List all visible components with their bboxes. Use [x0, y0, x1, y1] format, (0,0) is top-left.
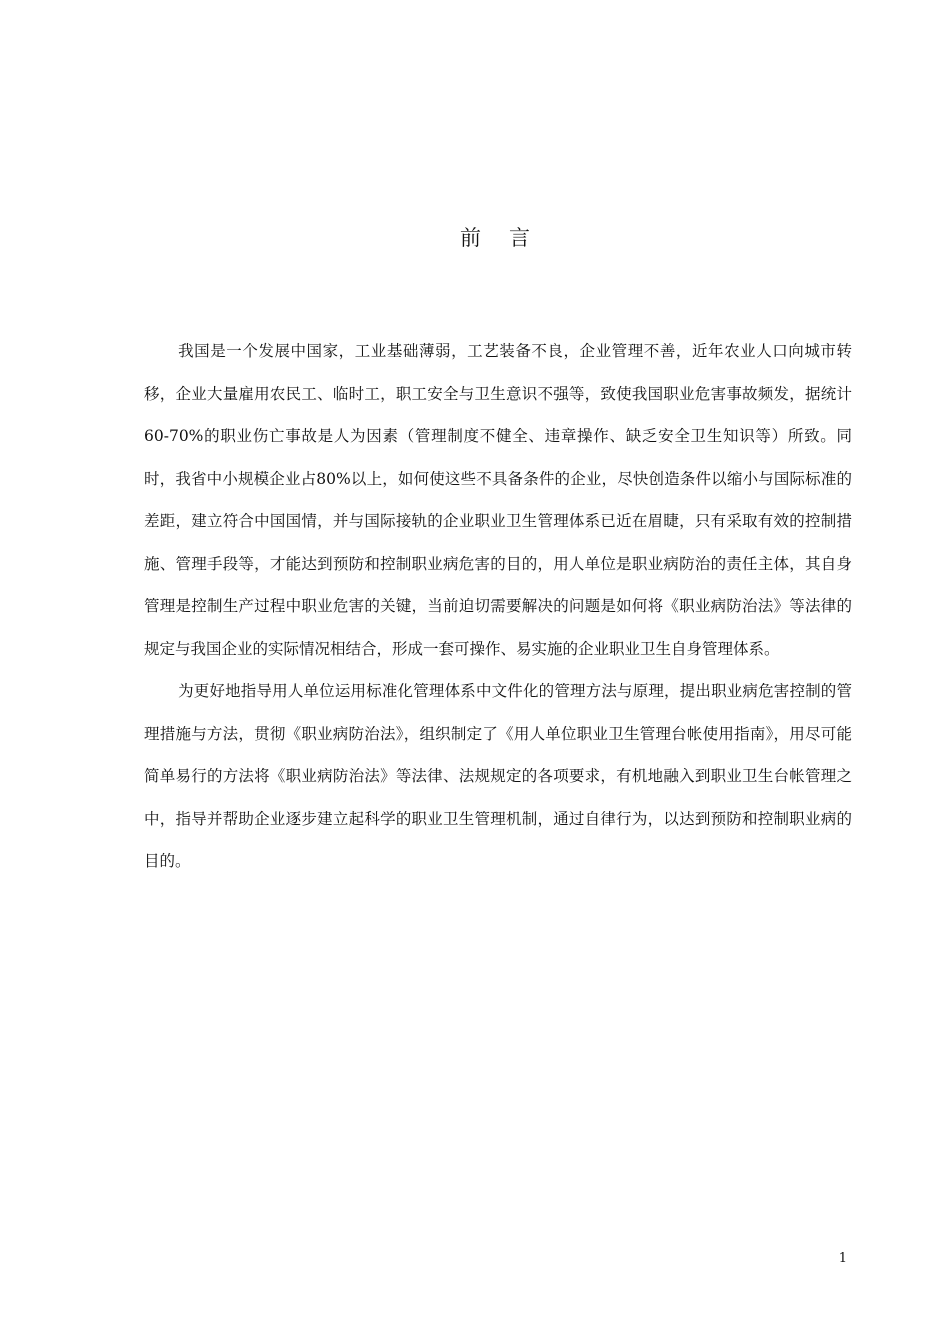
page-title	[0, 222, 950, 252]
title-char: 前	[460, 226, 481, 250]
page-number: 1	[838, 1251, 847, 1266]
paragraph: 为更好地指导用人单位运用标准化管理体系中文件化的管理方法与原理，提出职业病危害控制的管理措施与方法，贯彻《职业病防治法》，组织制定了《用人单位职业卫生管理台帐使用指南》，用尽可能简单易行的方法将《职业病防治法》等法律、法规规定的各项要求，有机地融入到职业卫生台帐管理之中，指导并帮助企业逐步建立起科学的职业卫生管理机制，通过自律行为，以达到预防和控制职业病的目的。	[144, 682, 852, 870]
paragraph: 我国是一个发展中国家，工业基础薄弱，工艺装备不良，企业管理不善，近年农业人口向城市转移，企业大量雇用农民工、临时工，职工安全与卫生意识不强等，致使我国职业危害事故频发，据统计60-70%的职业伤亡事故是人为因素（管理制度不健全、违章操作、缺乏安全卫生知识等）所致。同时，我省中小规模企业占80%以上，如何使这些不具备条件的企业，尽快创造条件以缩小与国际标准的差距，建立符合中国国情，并与国际接轨的企业职业卫生管理体系已近在眉睫，只有采取有效的控制措施、管理手段等，才能达到预防和控制职业病危害的目的，用人单位是职业病防治的责任主体，其自身管理是控制生产过程中职业危害的关键，当前迫切需要解决的问题是如何将《职业病防治法》等法律的规定与我国企业的实际情况相结合，形成一套可操作、易实施的企业职业卫生自身管理体系。	[144, 342, 852, 658]
body-text	[144, 330, 852, 883]
title-char: 言	[509, 226, 530, 250]
